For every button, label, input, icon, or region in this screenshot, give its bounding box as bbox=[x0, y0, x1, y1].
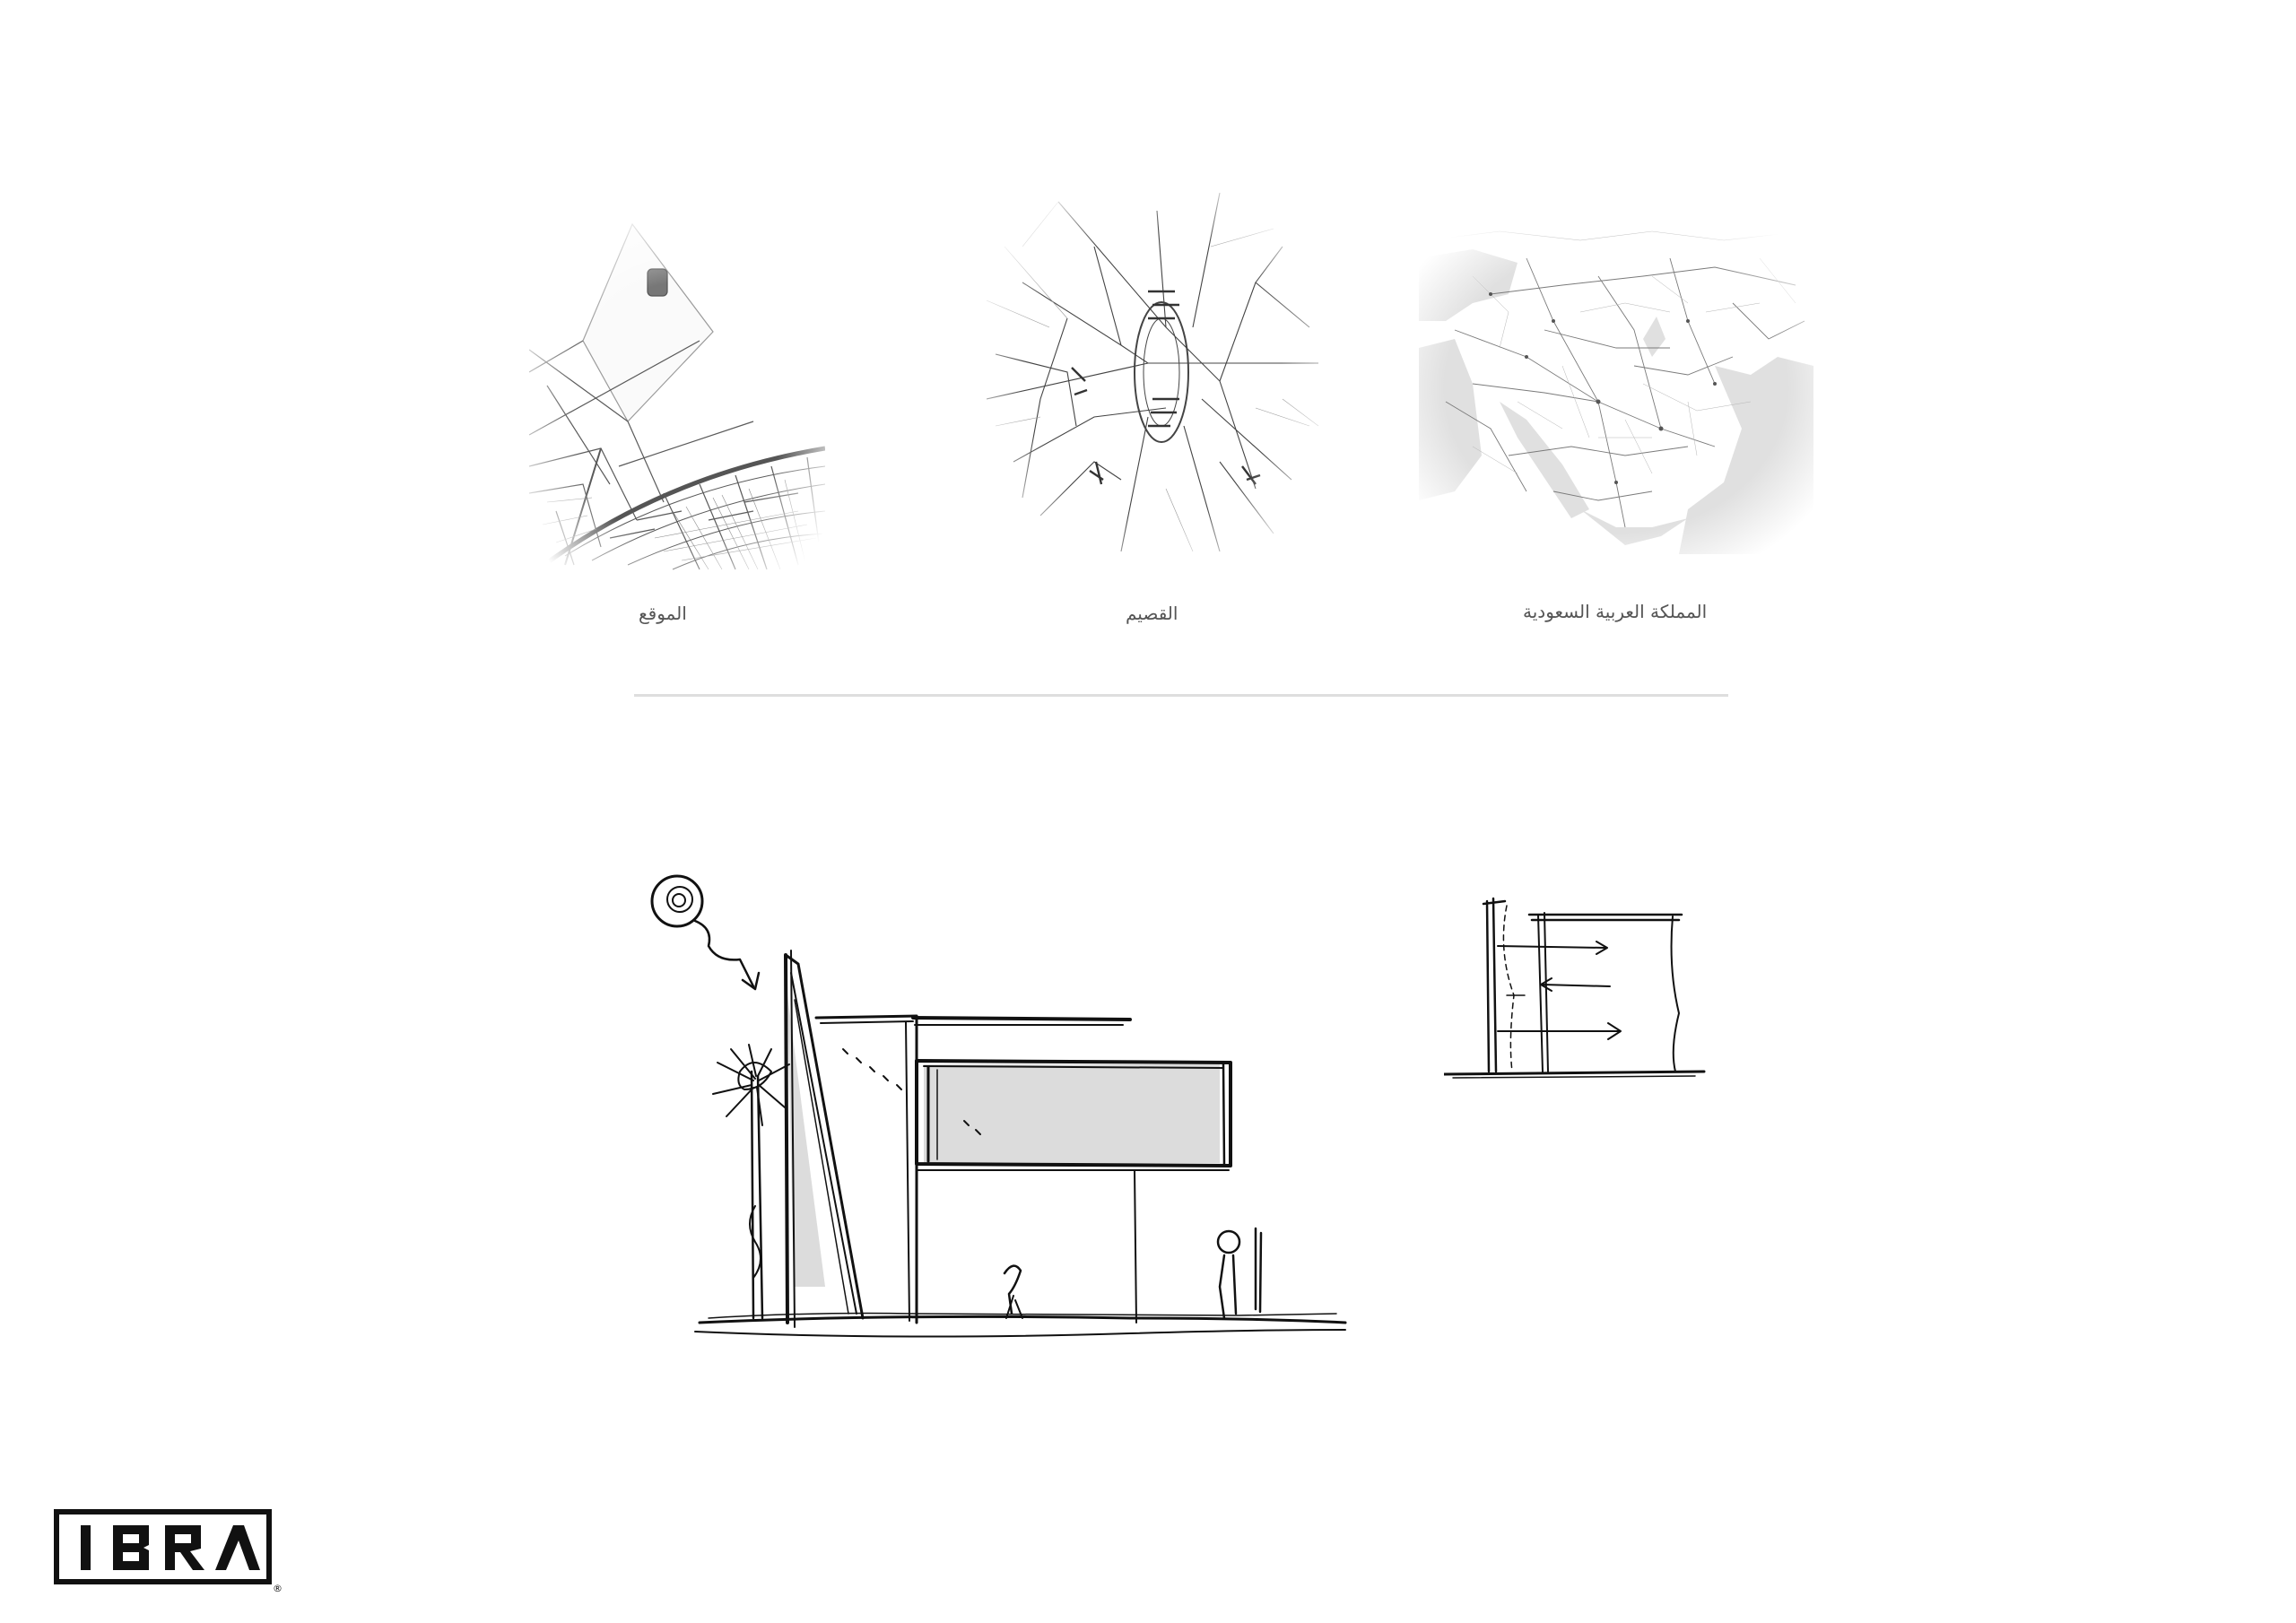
saudi-map bbox=[1419, 222, 1813, 554]
ibra-logo bbox=[54, 1509, 291, 1595]
section-sketch bbox=[1444, 888, 1713, 1085]
qassim-map bbox=[987, 193, 1318, 560]
building-sketch bbox=[628, 865, 1363, 1354]
section-divider bbox=[634, 694, 1728, 697]
site-map bbox=[529, 215, 825, 574]
site-map-caption: الموقع bbox=[639, 603, 687, 624]
qassim-map-caption: القصيم bbox=[1126, 603, 1178, 624]
registered-mark: ® bbox=[273, 1583, 283, 1594]
saudi-map-caption: المملكة العربية السعودية bbox=[1523, 601, 1708, 622]
